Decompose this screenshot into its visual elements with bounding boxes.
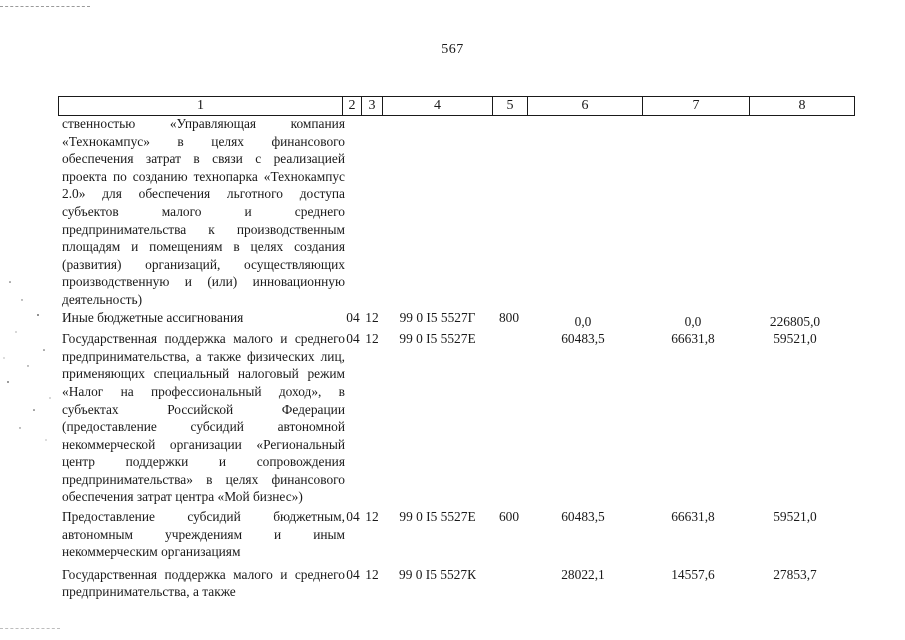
row-expense-type xyxy=(492,561,526,601)
row-section: 04 xyxy=(346,509,360,525)
row-amount-2: 0,0 xyxy=(684,313,702,329)
row-target-code: 99 0 I5 5527К xyxy=(399,566,476,582)
header-col-2: 2 xyxy=(343,97,362,116)
table-row xyxy=(62,330,844,506)
table-row xyxy=(62,561,844,601)
table-row xyxy=(62,115,844,309)
row-amount-3: 226805,0 xyxy=(769,313,821,329)
row-expense-type xyxy=(492,115,526,309)
header-col-4: 4 xyxy=(383,97,493,116)
header-col-5: 5 xyxy=(493,97,528,116)
row-subsection: 12 xyxy=(365,566,379,582)
row-amount-1: 60483,5 xyxy=(561,509,605,525)
table-row xyxy=(62,506,844,561)
row-amount-2: 14557,6 xyxy=(671,566,715,582)
row-amount-1: 0,0 xyxy=(574,313,592,329)
row-section: 04 xyxy=(346,331,360,347)
scan-noise xyxy=(0,270,60,450)
row-subsection: 12 xyxy=(365,309,379,325)
row-amount-1: 28022,1 xyxy=(561,566,605,582)
row-amount-2 xyxy=(640,115,746,309)
row-target-code: 99 0 I5 5527Е xyxy=(399,331,476,347)
row-description: Государственная поддержка малого и среднего предпринимательства, а также физических лиц, применяющих специальный налоговый режим «Налог на профессиональный доход», в субъектах Российской Федерации (предоставление субсидий автономной некоммерческой организации «Региональный центр поддержки и сопровождения предпринимательства» в целях финансового обеспечения затрат центра «Мой бизнес») xyxy=(62,331,345,505)
scan-edge-bottom xyxy=(0,628,60,629)
row-description: Предоставление субсидий бюджетным, автономным учреждениям и иным некоммерческим организациям xyxy=(62,509,345,560)
row-expense-type: 600 xyxy=(498,509,520,525)
scan-edge-top xyxy=(0,6,90,7)
page-number: 567 xyxy=(441,42,464,57)
row-section: 04 xyxy=(346,309,360,325)
header-col-3: 3 xyxy=(362,97,383,116)
row-subsection: 12 xyxy=(365,331,379,347)
row-subsection: 12 xyxy=(365,509,379,525)
row-section xyxy=(345,115,361,309)
header-col-7: 7 xyxy=(643,97,750,116)
row-target-code: 99 0 I5 5527Е xyxy=(399,509,476,525)
row-target-code xyxy=(383,115,492,309)
row-amount-1: 60483,5 xyxy=(561,331,605,347)
row-amount-3: 27853,7 xyxy=(773,566,817,582)
row-subsection xyxy=(361,115,383,309)
header-col-6: 6 xyxy=(528,97,643,116)
header-col-8: 8 xyxy=(750,97,855,116)
row-description: ственностью «Управляющая компания «Технокампус» в целях финансового обеспечения затрат в связи с реализацией проекта по созданию технопарка «Технокампус 2.0» для обеспечения льготного доступа субъектов малого и среднего предпринимательства к производственным площадям и помещениям в целях создания (развития) организаций, осуществляющих производственную и (или) инновационную деятельность) xyxy=(62,116,345,307)
row-amount-3: 59521,0 xyxy=(773,509,817,525)
table-row xyxy=(62,309,844,331)
budget-table xyxy=(62,115,844,601)
row-expense-type xyxy=(492,330,526,506)
row-target-code: 99 0 I5 5527Г xyxy=(399,309,476,325)
row-expense-type: 800 xyxy=(498,309,520,325)
row-amount-1 xyxy=(526,115,640,309)
row-description: Государственная поддержка малого и среднего предпринимательства, а также xyxy=(62,566,345,600)
header-col-1: 1 xyxy=(59,97,343,116)
row-amount-3 xyxy=(746,115,844,309)
row-section: 04 xyxy=(346,566,360,582)
table-header xyxy=(58,96,855,116)
row-amount-3: 59521,0 xyxy=(773,331,817,347)
row-amount-2: 66631,8 xyxy=(671,509,715,525)
row-amount-2: 66631,8 xyxy=(671,331,715,347)
row-description: Иные бюджетные ассигнования xyxy=(62,309,244,325)
